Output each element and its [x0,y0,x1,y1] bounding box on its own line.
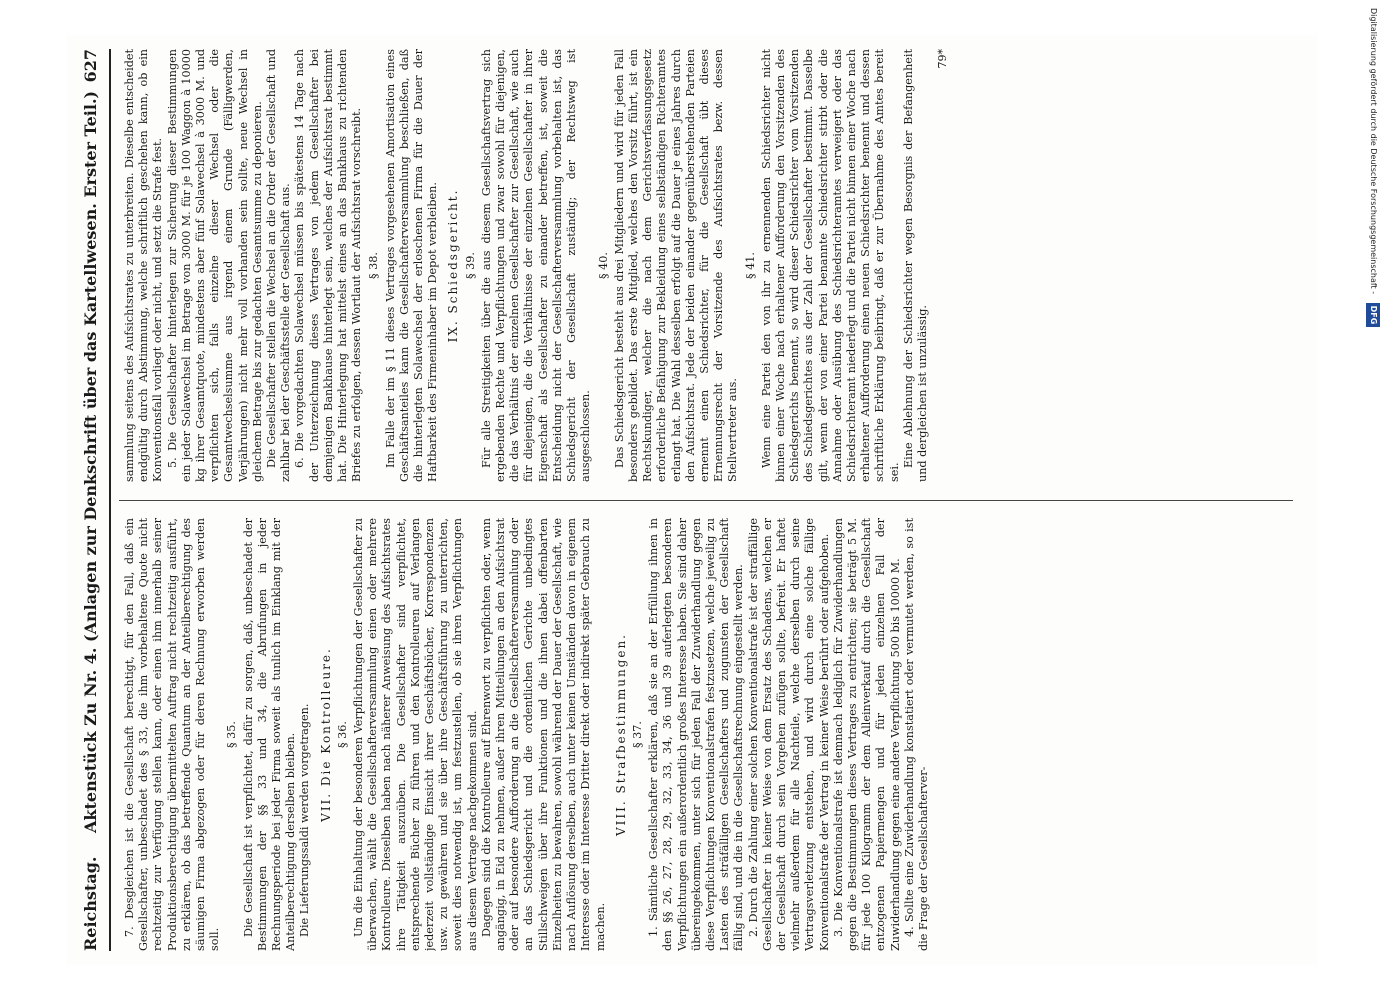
heading-kontrolleure: VII. Die Kontrolleure. [318,647,333,822]
right-column [123,49,1297,482]
signature-mark: 79* [935,49,949,69]
section-36-p1: Um die Einhaltung der besonderen Verpflichtungen der Gesellschafter zu überwachen, wählt die Gesellschafterversammlung einen oder mehrere Kontrolleure. Dieselben haben nach näherer Anweisung des Aufsichtsrates ihre Tätigkeit auszuüben. Die Gesellschafter sind verpflichtet, entsprechende Bücher zu führen und den Kontrolleuren auf Verlangen jederzeit vollständige Einsicht ihrer Geschäftsbücher, Korrespondenzen usw. zu gewähren und sie über ihre Geschäftsführung zu unterrichten, soweit dies notwendig ist, um festzustellen, ob sie ihren Verpflichtungen aus diesem Vertrage nachgekommen sind. [351,518,479,951]
section-37-p2: 2. Durch die Zahlung einer solchen Konventionalstrafe ist der straffällige Gesellschafter in keiner Weise von dem Ersatz des Schadens, welchen er der Gesellschaft durch sein Vorgehen zufügen sollte, befreit. Er haftet vielmehr außerdem für alle Nachteile, welche derselben durch seine Vertragsverletzung entstehen, und wird durch eine solche fällige Konventionalstrafe der Vertrag in keiner Weise berührt oder aufgehoben. [746,518,831,951]
section-35-title: § 35. [224,721,238,748]
section-37-title: § 37. [630,721,644,748]
section-37-p3: 3. Die Konventionalstrafe ist demnach lediglich für Zuwiderhandlungen gegen die Bestimmungen dieses Vertrages zu entrichten; sie beträgt 5 M. für jede 100 Kilogramm der dem Alleinverkauf durch die Gesellschaft entzogenen Papiermengen und für jeden einzelnen Fall der Zuwiderhandlung gegen eine andere Verpflichtung 500 bis 10000 M. [831,518,902,951]
section-35-tail: Die Lieferungssaldi werden vorgetragen. [297,703,311,937]
section-36-title: § 36. [335,721,349,748]
running-header [81,49,111,951]
section-41-tail: Eine Ablehnung der Schiedsrichter wegen Besorgnis der Befangenheit und dergleichen ist unzulässig. [901,49,929,482]
document-page [67,35,1317,965]
section-41-body: Wenn eine Partei den von ihr zu ernennenden Schiedsrichter nicht binnen einer Woche nach erhaltener Aufforderung den Vorsitzenden des Schiedsgerichts benennt, so wird dieser Schiedsrichter vom Vorsitzenden des Schiedsgerichtes aus der Zahl der Gesellschafter bestimmt. Dasselbe gilt, wenn der von einer Partei benannte Schiedsrichter stirbt oder die Annahme oder Ausübung des Schiedsrichteramtes verweigert oder das Schiedsrichteramt niederlegt und die Partei nicht binnen einer Woche nach erhaltener Aufforderung einen neuen Schiedsrichter benennt und dessen schriftliche Erklärung beibringt, daß er zur Übernahme des Amtes bereit sei. [759,49,901,482]
page-number: 627 [80,49,100,83]
heading-strafbestimmungen: VIII. Strafbestimmungen. [613,632,628,837]
paragraph-5b: Die Gesellschafter stellen die Wechsel an die Order der Gesellschaft und zahlbar bei der Geschäftsstelle der Gesellschaft aus. [264,49,292,482]
section-38-title: § 38. [366,252,380,279]
column-divider [119,500,1293,501]
section-41-title: § 41. [743,252,757,279]
header-title: Aktenstück Zu Nr. 4. (Anlagen zur Denkschrift über das Kartellwesen. Erster Teil.) [80,90,100,833]
paragraph-5: 5. Die Gesellschafter hinterlegen zur Sicherung dieser Bestimmungen ein jeder Solawechsel im Betrage von 3000 M. für je 100 Waggon à 10000 kg ihrer Gesamtquote, mindestens aber fünf Solawechsel à 3000 M. und verpflichten sich, falls einzelne dieser Wechsel oder die Gesamtwechselsumme aus irgend einem Grunde (Fälligwerden, Verjährungen) nicht mehr voll vorhanden sein sollte, neue Wechsel in gleichem Betrage bis zur gedachten Gesamtsumme zu deponieren. [165,49,264,482]
header-left: Reichstag. [80,856,100,951]
section-36-p2: Dagegen sind die Kontrolleure auf Ehrenwort zu verpflichten oder, wenn angängig, in Eid zu nehmen, außer ihren Mitteilungen an den Aufsichtsrat oder auf besondere Aufforderung an die Gesellschafterversammlung oder an das Schiedsgericht und die ordentlichen Gerichte unbedingtes Stillschweigen über ihre Funktionen und die ihnen dabei offenbarten Einzelheiten zu bewahren, sowohl während der Dauer der Gesellschaft, wie nach Auflösung derselben, auch unter keinen Umständen davon in eigenem Interesse oder im Interesse Dritter direkt oder indirekt später Gebrauch zu machen. [479,518,606,951]
digitization-note: Digitalisierung gefördert durch die Deutsche Forschungsgemeinschaft - [1369,8,1378,295]
paragraph-6: 6. Die vorgedachten Solawechsel müssen bis spätestens 14 Tage nach der Unterzeichnung dieses Vertrages von jedem Gesellschafter bei demjenigen Bankhause hinterlegt sein, welches der Aufsichtsrat bestimmt hat. Die Hinterlegung hat mittelst eines an das Bankhaus zu richtenden Briefes zu erfolgen, dessen Wortlaut der Aufsichtsrat vorschreibt. [292,49,363,482]
section-38-body: Im Falle der im § 11 dieses Vertrages vorgesehenen Amortisation eines Geschäftsanteiles kann die Gesellschafterversammlung beschließen, daß die hinterlegten Solawechsel der erloschenen Firma für die Dauer der Haftbarkeit des Firmeninhaber im Depot verbleiben. [383,49,439,482]
section-39-body: Für alle Streitigkeiten über die aus diesem Gesellschaftsvertrag sich ergebenden Rechte und Verpflichtungen und zwar sowohl für diejenigen, die das Verhältnis der einzelnen Gesellschafter zur Gesellschaft, wie auch für diejenigen, die die Verhältnisse der einzelnen Gesellschafter in ihrer Eigenschaft als Gesellschafter zu einander betreffen, ist, soweit die Entscheidung nicht der Gesellschafterversammlung vorbehalten ist, das Schiedsgericht der Gesellschaft zuständig; der Rechtsweg ist ausgeschlossen. [479,49,592,482]
digitization-sidebar [1366,8,1380,992]
section-37-p1: 1. Sämtliche Gesellschafter erklären, daß sie an der Erfüllung ihnen in den §§ 26, 27, 28, 29, 32, 33, 34, 36 und 39 auferlegten besonderen Verpflichtungen ein außerordentlich großes Interesse haben. Sie sind daher übereingekommen, unter sich für jeden Fall der Zuwiderhandlung gegen diese Verpflichtungen Konventionalstrafen festzusetzen, welche jeweilig zu Lasten des sträfälligen Gesellschafters und zugunsten der Gesellschaft fällig sind, und die in die Gesellschaftsrechnung eingestellt werden. [646,518,745,951]
section-40-title: § 40. [596,252,609,279]
paragraph-7: 7. Desgleichen ist die Gesellschaft berechtigt, für den Fall, daß ein Gesellschafter, unbeschadet des § 33, die ihm vorbehaltene Quote nicht rechtzeitig zur Verfügung stellen kann, oder einen ihm innerhalb seiner Produktionsberechtigung übermittelten Auftrag nicht rechtzeitig ausführt, zu erklären, ob das betreffende Quantum an der Anteilberechtigung des säumigen Firma abgezogen oder für deren Rechnung erworben werden soll. [122,518,221,951]
section-35-body: Die Gesellschaft ist verpflichtet, dafür zu sorgen, daß, unbeschadet der Bestimmungen der §§ 33 und 34, die Abrufungen in jeder Rechnungsperiode bei jeder Firma soweit als tunlich im Einklang mit der Anteilberechtigung derselben bleiben. [241,518,297,951]
left-column [123,518,1297,951]
section-39-title: § 39. [463,252,477,279]
continuation-paragraph: sammlung seitens des Aufsichtsrates zu unterbreiten. Dieselbe entscheidet endgültig durch Abstimmung, welche schriftlich geschehen kann, ob ein Konventionsfall vorliegt oder nicht, und setzt die Strafe fest. [122,49,164,482]
section-37-p4: 4. Sollte eine Zuwiderhandlung konstatiert oder vermutet werden, so ist die Frage der Gesellschafterver- [902,518,930,951]
section-40-body: Das Schiedsgericht besteht aus drei Mitgliedern und wird für jeden Fall besonders gebildet. Das erste Mitglied, welches den Vorsitz führt, ist ein Rechtskundiger, welcher die nach dem Gerichtsverfassungsgesetz erforderliche Befähigung zur Bekleidung eines selbständigen Richteramtes erlangt hat. Die Wahl desselben erfolgt auf die Dauer je eines Jahres durch den Aufsichtsrat. Jede der beiden einander gegenüberstehenden Parteien ernennt einen Schiedsrichter, für die Gesellschaft übt dieses Ernennungsrecht der Vorsitzende des Aufsichtsrates bezw. dessen Stellvertreter aus. [612,49,739,482]
dfg-logo: DFG [1366,303,1380,328]
heading-schiedsgericht: IX. Schiedsgericht. [445,188,460,343]
